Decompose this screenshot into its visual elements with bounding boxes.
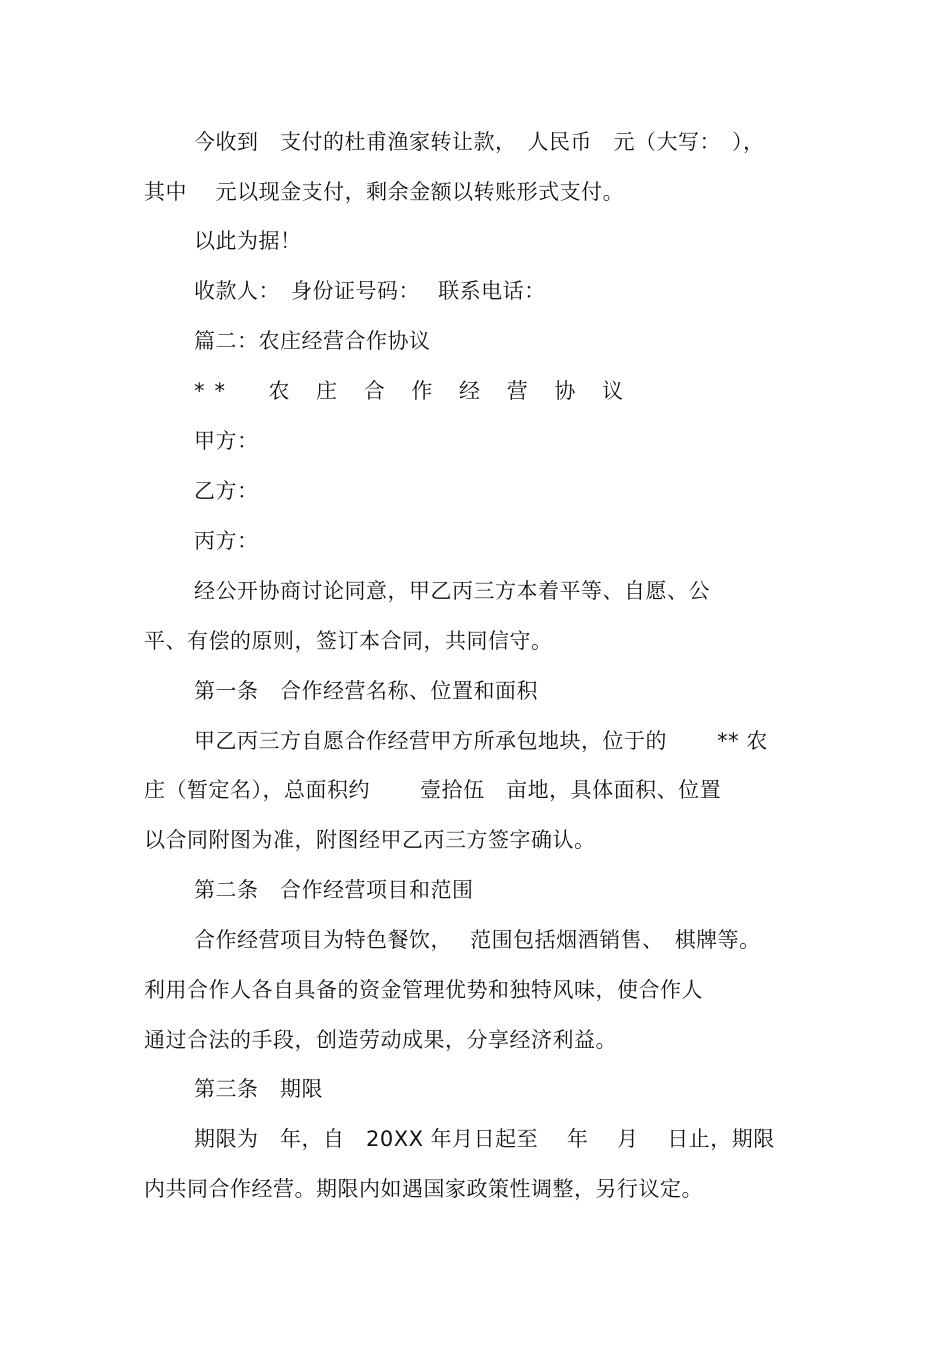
receipt-line-3: 以此为据！ (194, 229, 302, 253)
receipt-line-2: 其中 元以现金支付，剩余金额以转账形式支付。 (144, 180, 625, 204)
article-3-line-2: 内共同合作经营。期限内如遇国家政策性调整，另行议定。 (144, 1177, 703, 1201)
article-2-line-2: 利用合作人各自具备的资金管理优势和独特风味，使合作人 (144, 978, 703, 1002)
receipt-line-1: 今收到 支付的杜甫渔家转让款， 人民币 元（大写： ）， (194, 130, 765, 154)
party-c: 丙方： (194, 529, 259, 553)
receipt-signature-line: 收款人： 身份证号码： 联系电话： (194, 279, 546, 303)
article-1-heading: 第一条 合作经营名称、位置和面积 (194, 679, 538, 703)
article-1-line-3: 以合同附图为准，附图经甲乙丙三方签字确认。 (144, 828, 596, 852)
preamble-line-1: 经公开协商讨论同意，甲乙丙三方本着平等、自愿、公 (194, 579, 710, 603)
agreement-title: ** 农 庄 合 作 经 营 协 议 (194, 379, 634, 403)
article-3-heading: 第三条 期限 (194, 1077, 323, 1101)
section-heading: 篇二：农庄经营合作协议 (194, 329, 431, 353)
article-2-line-3: 通过合法的手段，创造劳动成果，分享经济利益。 (144, 1028, 617, 1052)
party-a: 甲方： (194, 429, 259, 453)
article-1-line-2: 庄（暂定名），总面积约 壹拾伍 亩地，具体面积、位置 (144, 778, 722, 802)
preamble-line-2: 平、有偿的原则，签订本合同，共同信守。 (144, 629, 553, 653)
party-b: 乙方： (194, 479, 259, 503)
article-2-line-1: 合作经营项目为特色餐饮， 范围包括烟酒销售、 棋牌等。 (194, 928, 761, 952)
article-1-line-1: 甲乙丙三方自愿合作经营甲方所承包地块，位于的 ** 农 (194, 729, 768, 753)
article-3-line-1: 期限为 年，自 20XX 年月日起至 年 月 日止，期限 (194, 1127, 775, 1151)
article-2-heading: 第二条 合作经营项目和范围 (194, 878, 474, 902)
